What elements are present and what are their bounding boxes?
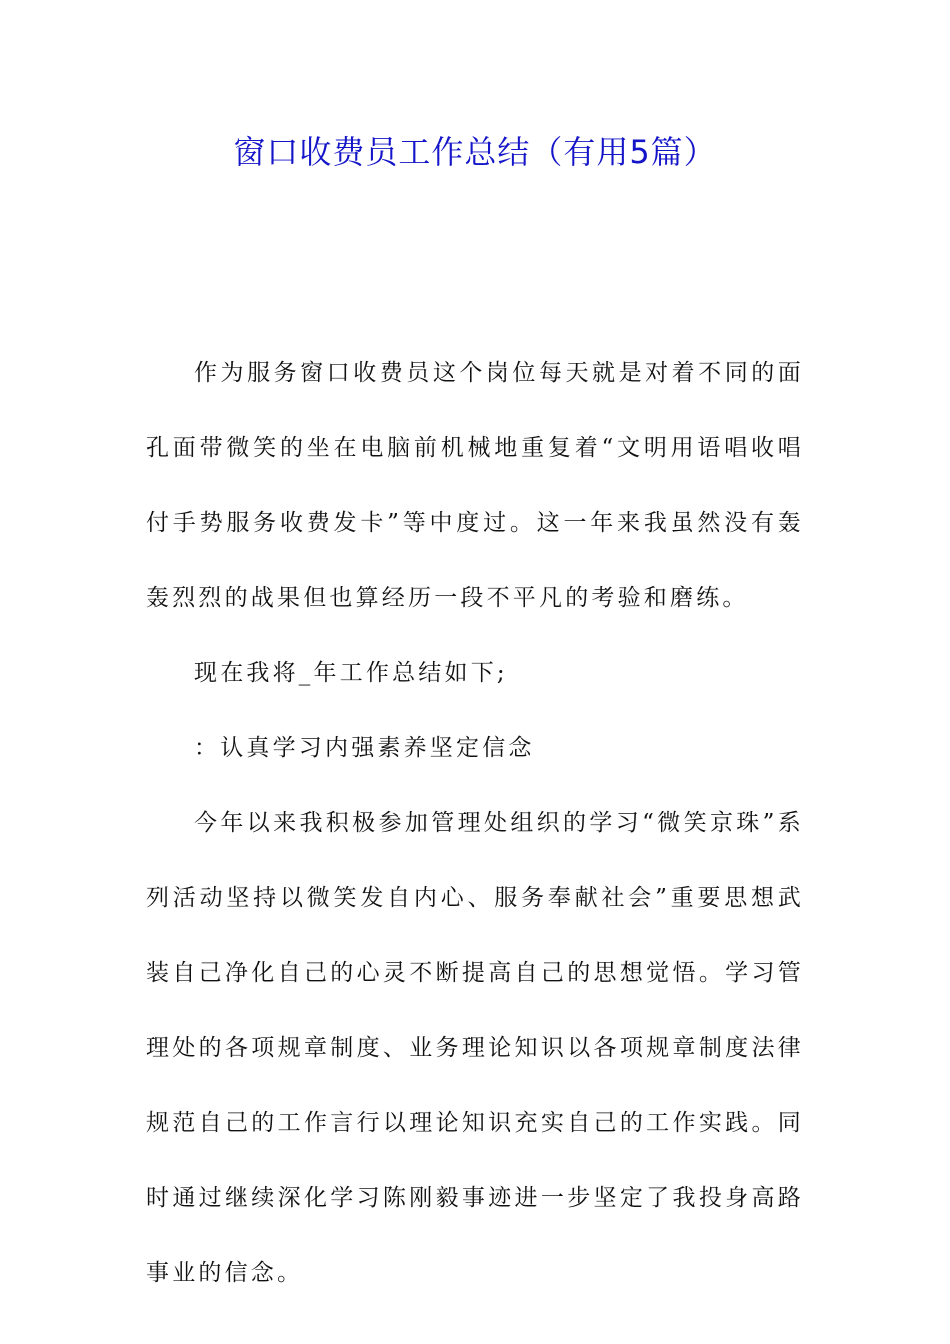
section-heading: ：认真学习内强素养坚定信念 [194, 735, 535, 761]
document-body [146, 336, 804, 1311]
paragraph-study: 今年以来我积极参加管理处组织的学习“微笑京珠”系列活动坚持以微笑发自内心、服务奉献社会”重要思想武装自己净化自己的心灵不断提高自己的思想觉悟。学习管理处的各项规章制度、业务理论知识以各项规章制度法律规范自己的工作言行以理论知识充实自己的工作实践。同时通过继续深化学习陈刚毅事迹进一步坚定了我投身高路事业的信念。 [146, 810, 804, 1286]
paragraph-summary-lead: 现在我将_年工作总结如下; [194, 660, 508, 686]
paragraph-intro: 作为服务窗口收费员这个岗位每天就是对着不同的面孔面带微笑的坐在电脑前机械地重复着“文明用语唱收唱付手势服务收费发卡”等中度过。这一年来我虽然没有轰轰烈烈的战果但也算经历一段不平凡的考验和磨练。 [146, 360, 804, 611]
document-title: 窗口收费员工作总结（有用5篇） [233, 133, 717, 171]
